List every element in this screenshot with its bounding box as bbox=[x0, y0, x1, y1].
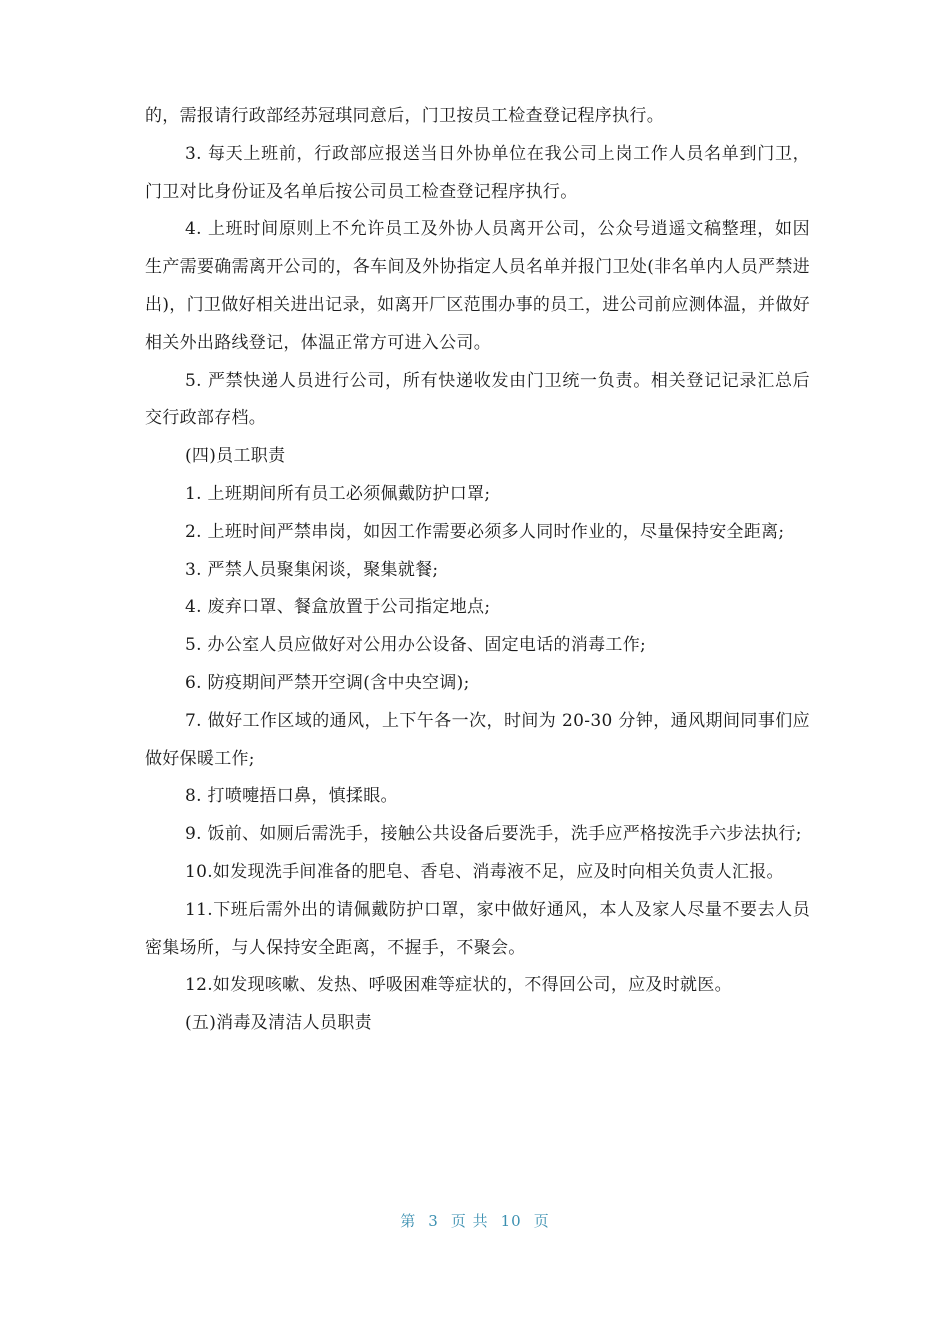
footer-current-page: 3 bbox=[428, 1212, 439, 1230]
list-item-6: 6. 防疫期间严禁开空调(含中央空调); bbox=[185, 672, 470, 693]
list-item-12: 12.如发现咳嗽、发热、呼吸困难等症状的，不得回公司，应及时就医。 bbox=[185, 975, 732, 996]
list-item-3: 3. 严禁人员聚集闲谈，聚集就餐; bbox=[185, 559, 439, 580]
list-item-1: 1. 上班期间所有员工必须佩戴防护口罩; bbox=[185, 483, 491, 504]
paragraph-3: 4. 上班时间原则上不允许员工及外协人员离开公司，公众号逍遥文稿整理，如因生产需要确需离开公司的，各车间及外协指定人员名单并报门卫处(非名单内人员严禁进出)，门卫做好相关进出记录，如离开厂区范围办事的员工，进公司前应测体温，并做好相关外出路线登记，体温正常方可进入公司。 bbox=[145, 219, 810, 353]
document-body bbox=[145, 98, 810, 1043]
list-item-8: 8. 打喷嚏捂口鼻，慎揉眼。 bbox=[185, 786, 398, 807]
footer-label-pages: 页 bbox=[533, 1212, 550, 1230]
footer-label-page: 第 bbox=[400, 1212, 417, 1230]
list-item-7: 7. 做好工作区域的通风，上下午各一次，时间为 20-30 分钟，通风期间同事们应做好保暖工作; bbox=[145, 710, 810, 769]
footer-total-pages: 10 bbox=[500, 1212, 522, 1230]
section-heading-disinfection-duties: (五)消毒及清洁人员职责 bbox=[185, 1013, 372, 1034]
section-heading-employee-duties: (四)员工职责 bbox=[185, 446, 286, 467]
list-item-4: 4. 废弃口罩、餐盒放置于公司指定地点; bbox=[185, 597, 491, 618]
page-footer bbox=[0, 1210, 950, 1231]
paragraph-4: 5. 严禁快递人员进行公司，所有快递收发由门卫统一负责。相关登记记录汇总后交行政部存档。 bbox=[145, 370, 810, 429]
footer-label-of: 页 共 bbox=[450, 1212, 489, 1230]
list-item-10: 10.如发现洗手间准备的肥皂、香皂、消毒液不足，应及时向相关负责人汇报。 bbox=[185, 861, 784, 882]
list-item-11: 11.下班后需外出的请佩戴防护口罩，家中做好通风，本人及家人尽量不要去人员密集场所，与人保持安全距离，不握手，不聚会。 bbox=[145, 899, 810, 958]
list-item-2: 2. 上班时间严禁串岗，如因工作需要必须多人同时作业的，尽量保持安全距离; bbox=[185, 521, 785, 542]
paragraph-1: 的，需报请行政部经苏冠琪同意后，门卫按员工检查登记程序执行。 bbox=[145, 106, 664, 126]
list-item-9: 9. 饭前、如厕后需洗手，接触公共设备后要洗手，洗手应严格按洗手六步法执行; bbox=[185, 824, 802, 845]
paragraph-2: 3. 每天上班前，行政部应报送当日外协单位在我公司上岗工作人员名单到门卫，门卫对比身份证及名单后按公司员工检查登记程序执行。 bbox=[145, 143, 810, 202]
list-item-5: 5. 办公室人员应做好对公用办公设备、固定电话的消毒工作; bbox=[185, 635, 647, 656]
